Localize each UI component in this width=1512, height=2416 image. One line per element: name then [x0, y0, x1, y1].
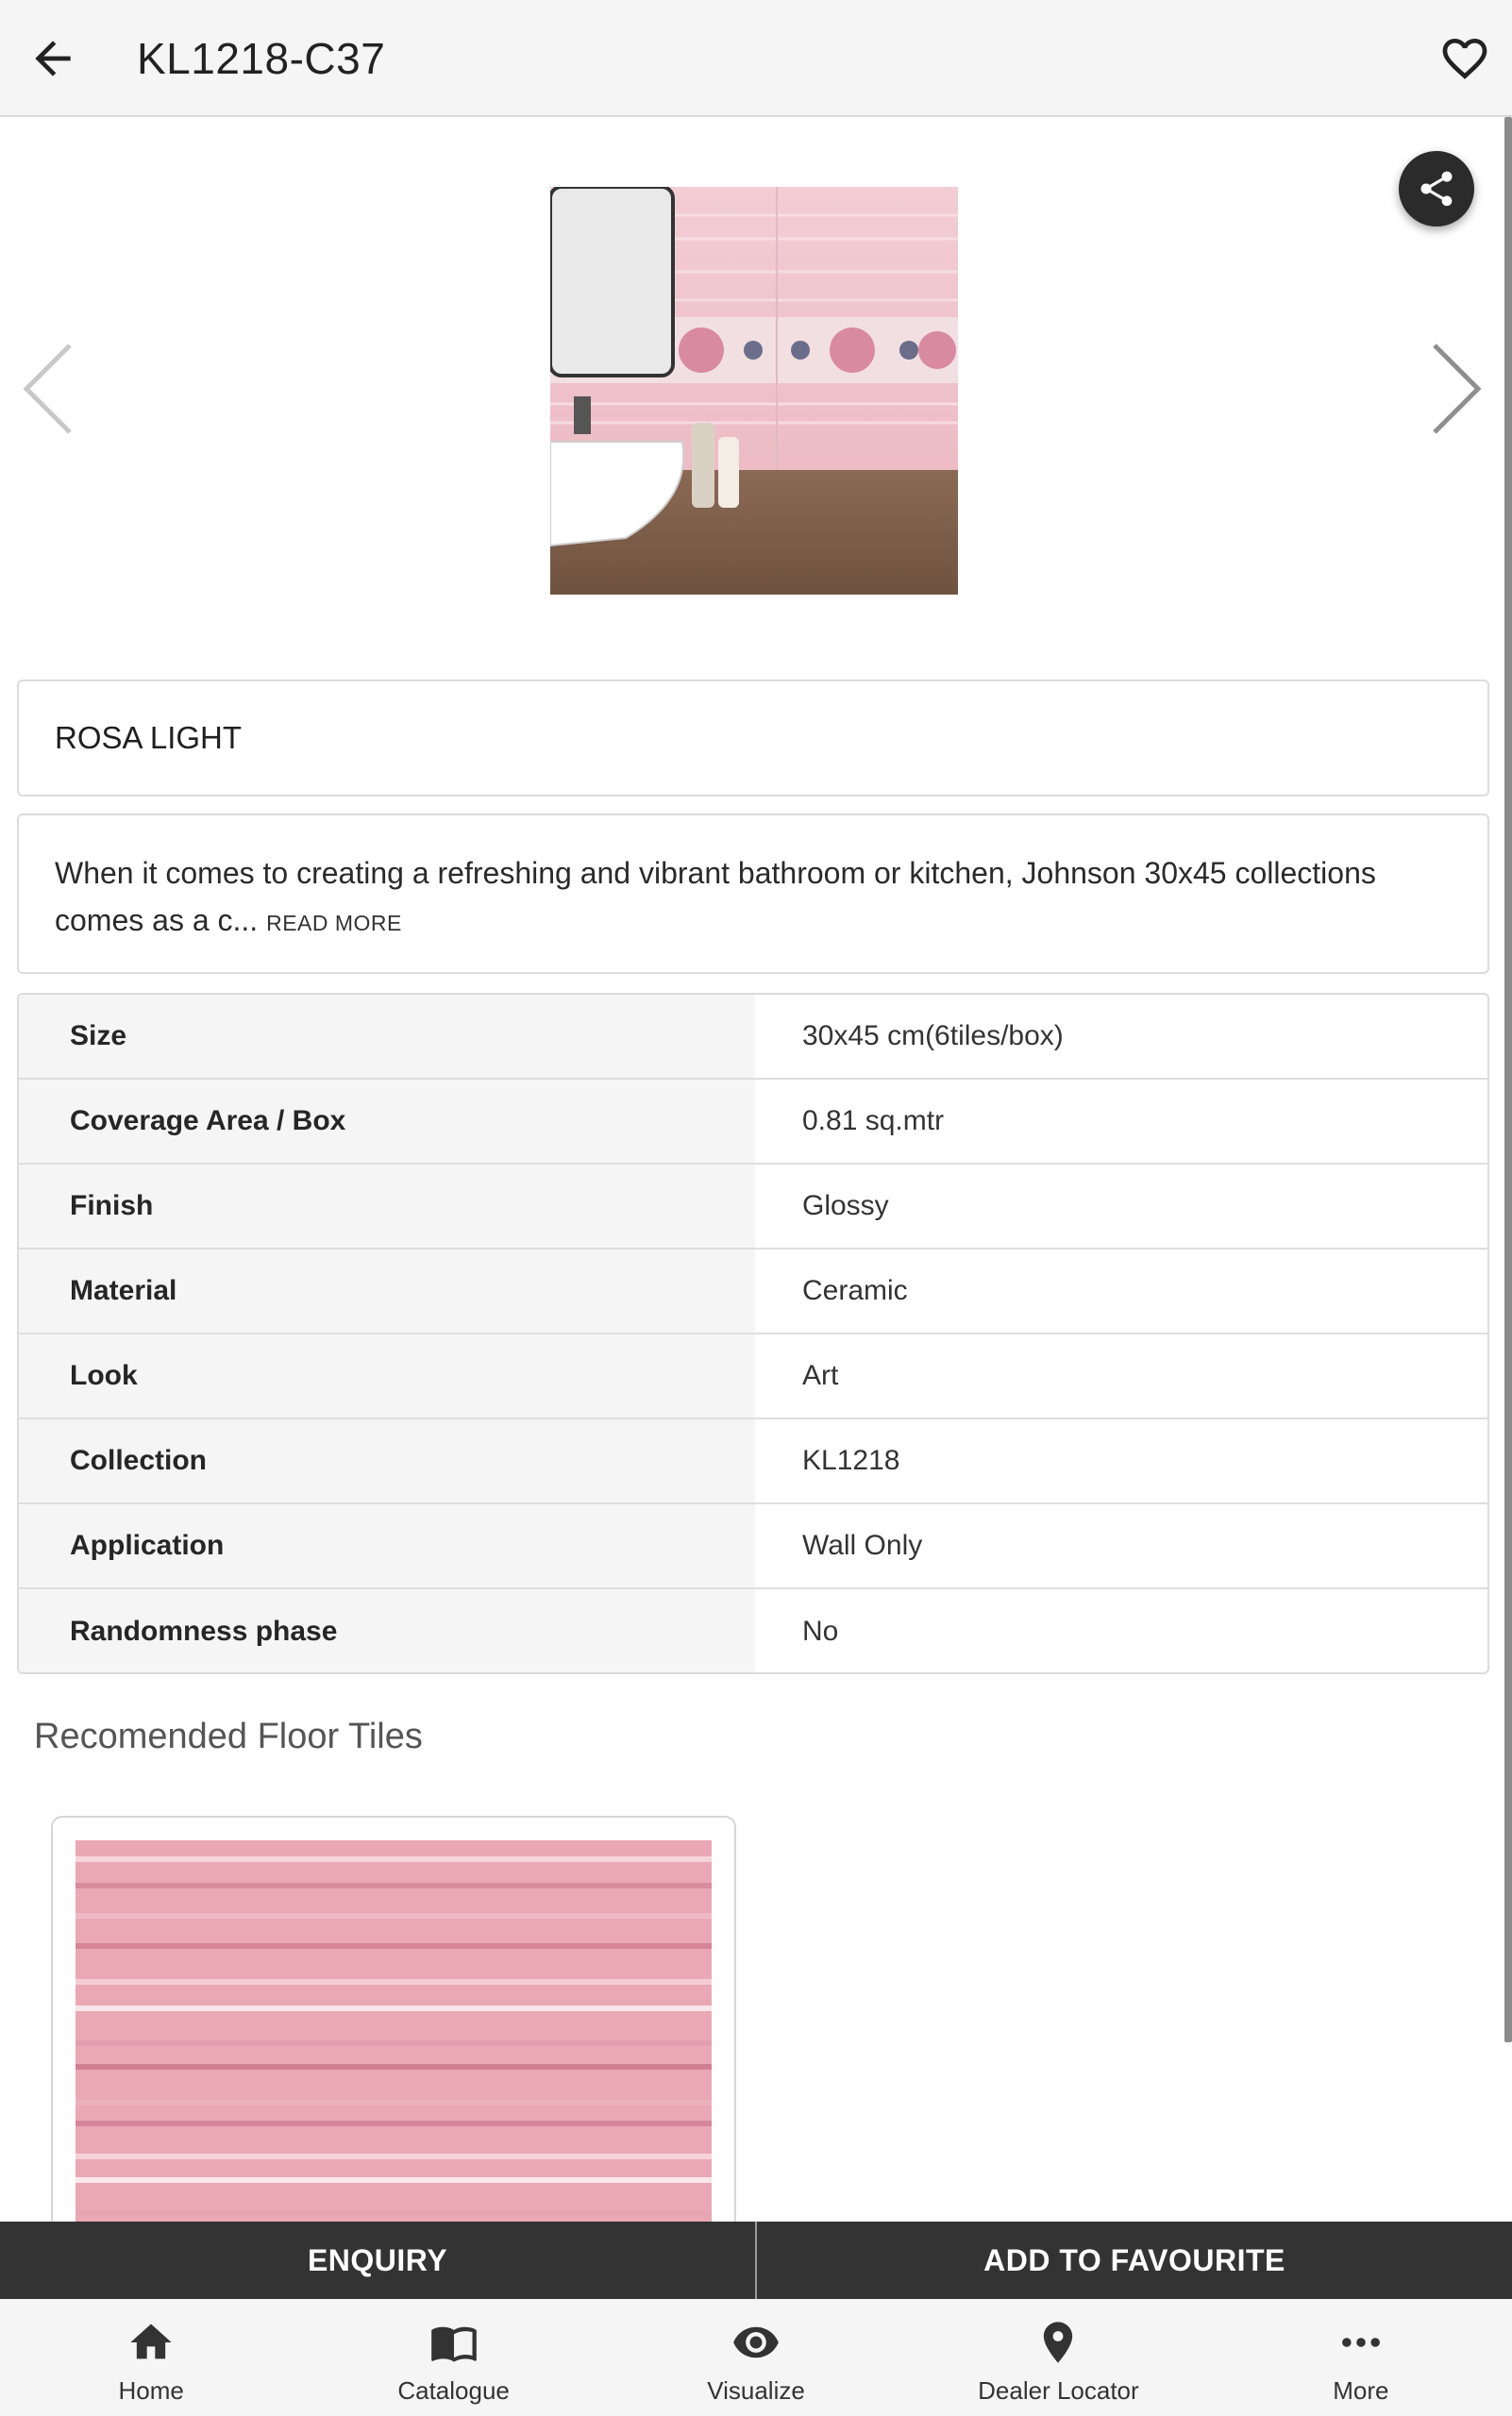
- table-row: [19, 1080, 1487, 1165]
- table-row: [19, 1419, 1487, 1504]
- previous-image-arrow-icon[interactable]: [19, 340, 76, 438]
- page-title: KL1218-C37: [137, 34, 386, 83]
- product-name-card: [17, 680, 1489, 797]
- enquiry-button[interactable]: ENQUIRY: [307, 2242, 448, 2277]
- spec-value: Ceramic: [802, 1275, 908, 1306]
- spec-value: 30x45 cm(6tiles/box): [802, 1020, 1064, 1051]
- next-image-arrow-icon[interactable]: [1429, 340, 1486, 438]
- spec-value: No: [802, 1616, 839, 1647]
- share-button[interactable]: [1399, 151, 1474, 226]
- table-row: [19, 1250, 1487, 1334]
- spec-label: Size: [19, 995, 755, 1078]
- more-dots-icon: [1336, 2318, 1386, 2367]
- spec-value: 0.81 sq.mtr: [802, 1105, 945, 1136]
- eye-icon: [731, 2318, 781, 2367]
- specifications-table: [17, 993, 1489, 1674]
- product-image: [550, 187, 958, 595]
- table-row: [19, 1334, 1487, 1419]
- share-icon: [1416, 168, 1457, 210]
- nav-label: Catalogue: [397, 2376, 510, 2405]
- location-pin-icon: [1033, 2318, 1083, 2367]
- table-row: [19, 995, 1487, 1080]
- spec-value: Art: [802, 1360, 839, 1391]
- table-row: [19, 1504, 1487, 1589]
- product-description: [55, 849, 1452, 947]
- nav-label: Home: [118, 2376, 184, 2405]
- spec-label: Collection: [19, 1419, 755, 1502]
- description-text: When it comes to creating a refreshing and vibrant bathroom or kitchen, Johnson 30x45 collections comes as a c...: [55, 856, 1376, 937]
- nav-label: Visualize: [707, 2376, 805, 2405]
- recommended-section-title: Recomended Floor Tiles: [34, 1717, 423, 1756]
- nav-item-catalogue[interactable]: [302, 2299, 604, 2416]
- nav-label: More: [1333, 2376, 1389, 2405]
- heart-icon[interactable]: [1438, 32, 1491, 85]
- spec-value: Glossy: [802, 1190, 889, 1221]
- spec-label: Application: [19, 1504, 755, 1587]
- recommended-tile-card[interactable]: [51, 1816, 736, 2250]
- product-description-card: [17, 814, 1489, 974]
- spec-label: Material: [19, 1250, 755, 1333]
- app-bar: [0, 0, 1512, 117]
- spec-label: Look: [19, 1334, 755, 1418]
- book-icon: [429, 2318, 479, 2367]
- scrollbar-thumb[interactable]: [1504, 117, 1512, 2042]
- spec-label: Coverage Area / Box: [19, 1080, 755, 1163]
- nav-item-visualize[interactable]: [605, 2299, 907, 2416]
- spec-value: KL1218: [802, 1445, 900, 1476]
- spec-label: Finish: [19, 1165, 755, 1248]
- bottom-navigation: [0, 2299, 1512, 2416]
- recommended-tile-image: [76, 1840, 712, 2237]
- read-more-link[interactable]: READ MORE: [266, 911, 402, 935]
- nav-item-home[interactable]: [0, 2299, 302, 2416]
- nav-item-more[interactable]: [1210, 2299, 1512, 2416]
- add-to-favourite-button[interactable]: ADD TO FAVOURITE: [983, 2242, 1285, 2277]
- back-arrow-icon[interactable]: [26, 32, 79, 85]
- action-bar: [0, 2222, 1512, 2299]
- spec-label: Randomness phase: [19, 1589, 755, 1674]
- nav-label: Dealer Locator: [978, 2376, 1139, 2405]
- home-icon: [126, 2318, 176, 2367]
- table-row: [19, 1165, 1487, 1250]
- product-name: ROSA LIGHT: [55, 720, 243, 755]
- nav-item-dealer-locator[interactable]: [907, 2299, 1209, 2416]
- spec-value: Wall Only: [802, 1530, 923, 1561]
- table-row: [19, 1589, 1487, 1674]
